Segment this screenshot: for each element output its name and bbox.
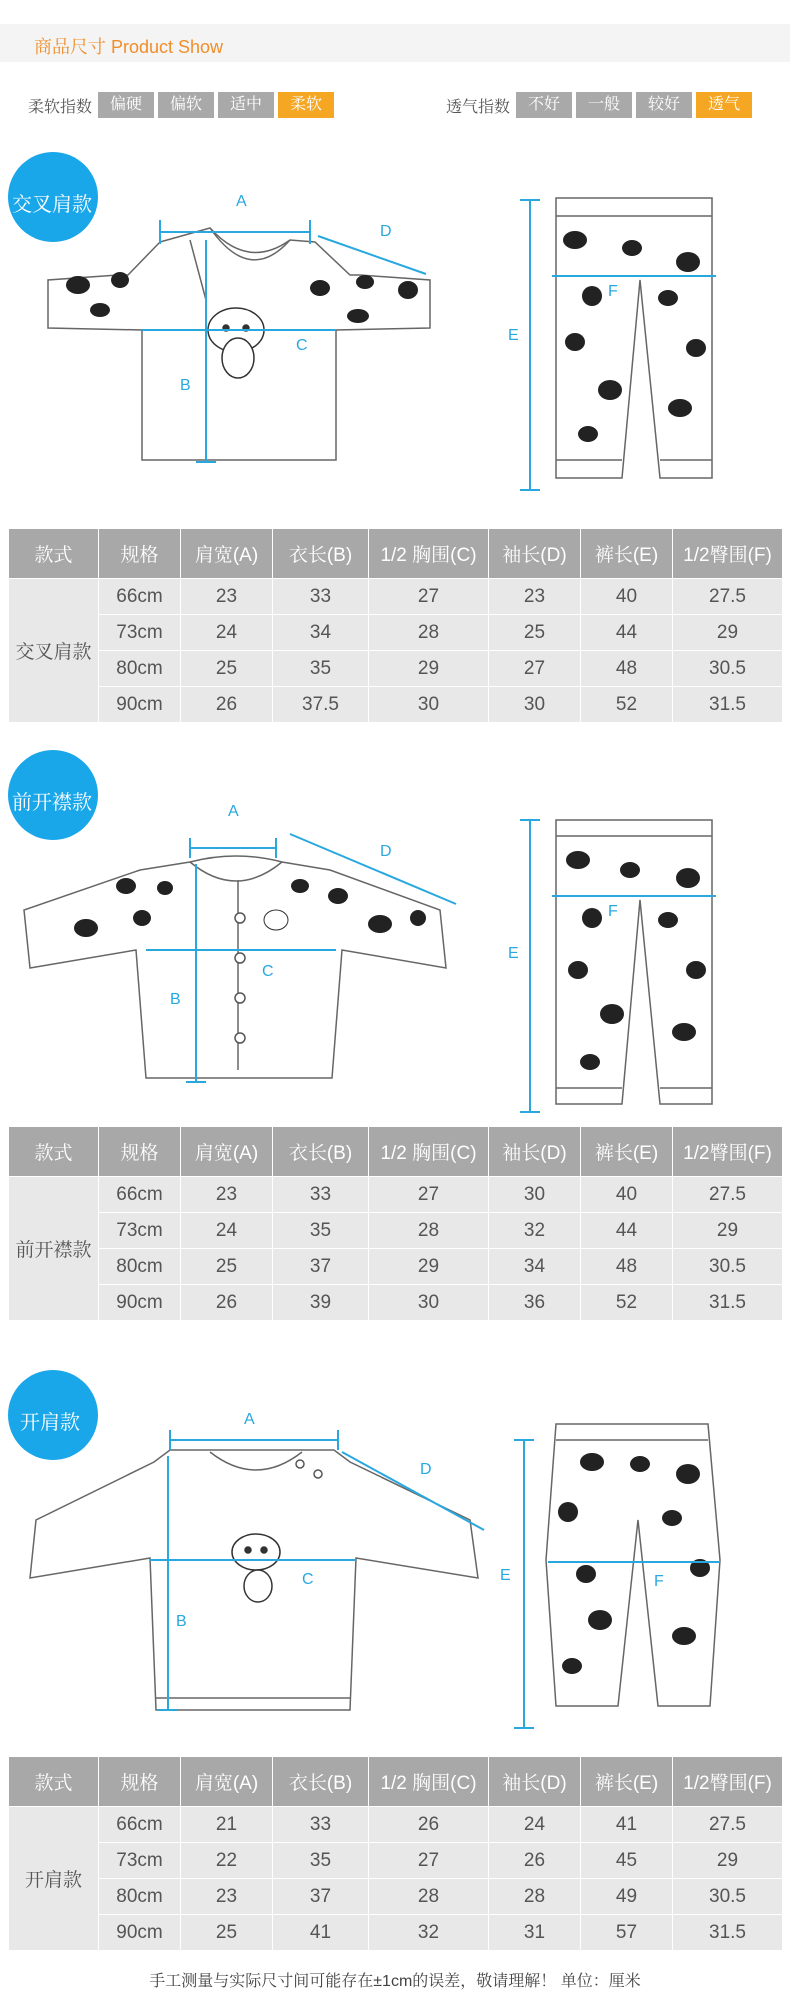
table-cell: 33 [273,1177,369,1213]
mascot-logo-icon [264,910,288,930]
table-cell: 24 [181,615,273,651]
style-cell: 前开襟款 [9,1177,99,1321]
breath-index [446,92,756,118]
col-spec: 规格 [99,529,181,579]
dim-label-e: E [500,1567,511,1584]
illustration-front-open [0,800,790,1120]
table-cell: 30 [489,1177,581,1213]
breath-label: 透气指数 [446,98,511,116]
softness-label: 柔软指数 [28,98,93,116]
table-row [9,615,783,651]
softness-option-slightly-soft: 偏软 [158,92,214,118]
illustration-cross-shoulder [0,180,790,500]
table-cell: 28 [369,615,489,651]
table-cell: 57 [581,1915,673,1951]
table-row [9,1879,783,1915]
table-cell: 37.5 [273,687,369,723]
table-cell: 29 [369,1249,489,1285]
dim-label-a: A [236,193,247,210]
breath-option-good: 较好 [636,92,692,118]
table-cell: 90cm [99,687,181,723]
table-cell: 80cm [99,651,181,687]
table-cell: 52 [581,687,673,723]
col-chest: 1/2 胸围(C) [369,1757,489,1807]
illustration-open-shoulder [0,1400,790,1740]
table-header-row [9,1757,783,1807]
table-cell: 28 [369,1213,489,1249]
col-spec: 规格 [99,1127,181,1177]
table-cell: 73cm [99,1213,181,1249]
table-cell: 30 [369,687,489,723]
table-cell: 41 [581,1807,673,1843]
table-cell: 35 [273,651,369,687]
table-cell: 73cm [99,615,181,651]
table-cell: 30 [369,1285,489,1321]
table-cell: 25 [489,615,581,651]
table-row [9,687,783,723]
dim-label-f: F [654,1573,664,1590]
table-cell: 66cm [99,1177,181,1213]
dim-label-f: F [608,903,618,920]
table-cell: 37 [273,1249,369,1285]
footnote: 手工测量与实际尺寸间可能存在±1cm的误差，敬请理解！ 单位：厘米 [149,1973,641,1990]
table-cell: 27 [369,1843,489,1879]
col-hip: 1/2臀围(F) [673,529,783,579]
size-table-front-open [8,1126,783,1321]
table-cell: 30 [489,687,581,723]
table-cell: 21 [181,1807,273,1843]
col-shoulder: 肩宽(A) [181,529,273,579]
table-cell: 26 [369,1807,489,1843]
section-title: 前开襟款 [12,792,92,814]
table-cell: 34 [273,615,369,651]
table-cell: 66cm [99,1807,181,1843]
table-cell: 25 [181,1915,273,1951]
dim-label-d: D [420,1461,432,1478]
table-cell: 73cm [99,1843,181,1879]
dim-label-a: A [244,1411,255,1428]
dim-label-b: B [180,377,191,394]
header-bar [0,24,790,62]
table-cell: 23 [181,1879,273,1915]
dim-label-c: C [296,337,308,354]
col-length: 衣长(B) [273,529,369,579]
breath-option-normal: 一般 [576,92,632,118]
col-sleeve: 袖长(D) [489,529,581,579]
col-length: 衣长(B) [273,1127,369,1177]
col-pants-length: 裤长(E) [581,529,673,579]
table-cell: 44 [581,1213,673,1249]
dim-label-c: C [262,963,274,980]
table-cell: 27 [369,1177,489,1213]
dim-label-f: F [608,283,618,300]
dim-label-e: E [508,945,519,962]
table-cell: 48 [581,651,673,687]
table-cell: 48 [581,1249,673,1285]
col-length: 衣长(B) [273,1757,369,1807]
page-title: 商品尺寸 Product Show [34,37,224,57]
col-hip: 1/2臀围(F) [673,1127,783,1177]
table-cell: 33 [273,579,369,615]
table-cell: 40 [581,579,673,615]
table-cell: 27 [489,651,581,687]
dim-label-c: C [302,1571,314,1588]
table-cell: 41 [273,1915,369,1951]
dim-label-d: D [380,223,392,240]
table-header-row [9,1127,783,1177]
table-cell: 31.5 [673,1915,783,1951]
cardigan-drawing [24,856,446,1078]
table-cell: 29 [673,1843,783,1879]
table-cell: 30.5 [673,651,783,687]
table-cell: 22 [181,1843,273,1879]
table-cell: 25 [181,651,273,687]
table-cell: 23 [181,579,273,615]
table-row [9,1843,783,1879]
col-sleeve: 袖长(D) [489,1757,581,1807]
breath-option-breathable: 透气 [696,92,752,118]
softness-option-soft: 柔软 [278,92,334,118]
table-cell: 34 [489,1249,581,1285]
table-cell: 23 [181,1177,273,1213]
softness-option-hard: 偏硬 [98,92,154,118]
table-row [9,1285,783,1321]
table-cell: 29 [369,651,489,687]
table-row [9,1249,783,1285]
table-row [9,1807,783,1843]
col-style: 款式 [9,1127,99,1177]
table-row [9,579,783,615]
table-cell: 29 [673,1213,783,1249]
table-cell: 31.5 [673,1285,783,1321]
section-title: 开肩款 [20,1412,80,1434]
table-cell: 24 [489,1807,581,1843]
table-cell: 24 [181,1213,273,1249]
col-style: 款式 [9,529,99,579]
table-cell: 40 [581,1177,673,1213]
table-row [9,1213,783,1249]
table-cell: 28 [369,1879,489,1915]
table-cell: 27.5 [673,1177,783,1213]
size-table-open-shoulder [8,1756,783,1951]
col-pants-length: 裤长(E) [581,1757,673,1807]
dim-label-e: E [508,327,519,344]
col-spec: 规格 [99,1757,181,1807]
table-cell: 90cm [99,1915,181,1951]
table-cell: 35 [273,1213,369,1249]
table-cell: 31.5 [673,687,783,723]
table-cell: 30.5 [673,1249,783,1285]
table-row [9,651,783,687]
col-chest: 1/2 胸围(C) [369,1127,489,1177]
table-row [9,1177,783,1213]
section-title: 交叉肩款 [12,194,92,216]
table-cell: 33 [273,1807,369,1843]
softness-index [28,92,338,118]
breath-option-poor: 不好 [516,92,572,118]
table-cell: 26 [489,1843,581,1879]
col-pants-length: 裤长(E) [581,1127,673,1177]
table-cell: 30.5 [673,1879,783,1915]
table-cell: 29 [673,615,783,651]
softness-option-medium: 适中 [218,92,274,118]
table-cell: 27 [369,579,489,615]
table-cell: 27.5 [673,579,783,615]
col-chest: 1/2 胸围(C) [369,529,489,579]
table-cell: 66cm [99,579,181,615]
col-hip: 1/2臀围(F) [673,1757,783,1807]
table-cell: 32 [369,1915,489,1951]
table-header-row [9,529,783,579]
table-cell: 37 [273,1879,369,1915]
table-cell: 25 [181,1249,273,1285]
table-cell: 35 [273,1843,369,1879]
table-cell: 45 [581,1843,673,1879]
col-sleeve: 袖长(D) [489,1127,581,1177]
col-style: 款式 [9,1757,99,1807]
dim-label-b: B [176,1613,187,1630]
table-cell: 26 [181,1285,273,1321]
table-cell: 26 [181,687,273,723]
table-cell: 27.5 [673,1807,783,1843]
table-cell: 80cm [99,1879,181,1915]
table-cell: 32 [489,1213,581,1249]
table-cell: 49 [581,1879,673,1915]
size-table-cross-shoulder [8,528,783,723]
table-cell: 90cm [99,1285,181,1321]
table-cell: 80cm [99,1249,181,1285]
col-shoulder: 肩宽(A) [181,1127,273,1177]
table-cell: 44 [581,615,673,651]
table-cell: 36 [489,1285,581,1321]
dim-label-d: D [380,843,392,860]
table-row [9,1915,783,1951]
table-cell: 23 [489,579,581,615]
table-cell: 39 [273,1285,369,1321]
table-cell: 31 [489,1915,581,1951]
table-cell: 52 [581,1285,673,1321]
col-shoulder: 肩宽(A) [181,1757,273,1807]
dim-label-a: A [228,803,239,820]
dim-label-b: B [170,991,181,1008]
table-cell: 28 [489,1879,581,1915]
style-cell: 开肩款 [9,1807,99,1951]
style-cell: 交叉肩款 [9,579,99,723]
